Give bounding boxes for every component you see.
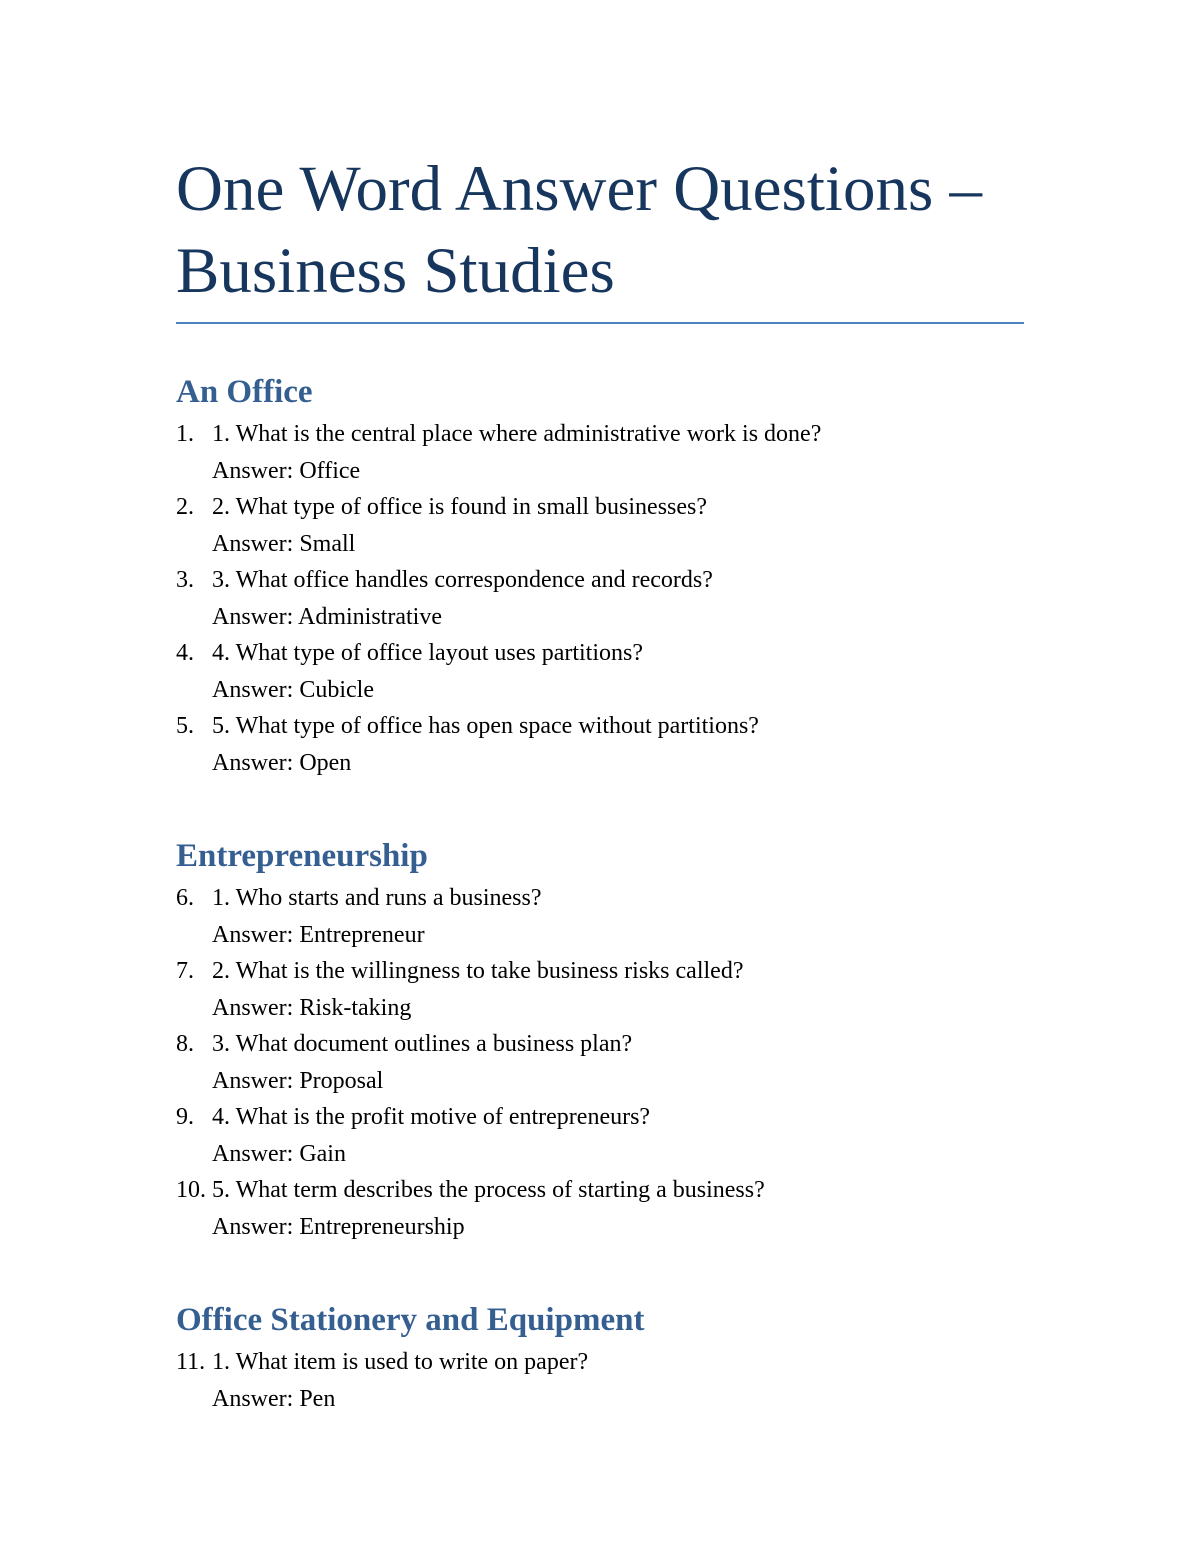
item-number: 5.: [176, 713, 194, 739]
list-item: [176, 1026, 1024, 1099]
question-text: 1. What is the central place where administrative work is done?: [212, 421, 822, 447]
answer-text: Answer: Gain: [212, 1140, 346, 1167]
item-number: 8.: [176, 1031, 194, 1057]
section: [176, 836, 1024, 1245]
item-number: 3.: [176, 567, 194, 593]
question-list: [176, 1344, 1024, 1417]
item-number: 6.: [176, 885, 194, 911]
question-text: 5. What term describes the process of starting a business?: [212, 1177, 765, 1203]
list-item: [176, 708, 1024, 781]
answer-text: Answer: Entrepreneur: [212, 921, 425, 948]
document-title: One Word Answer Questions – Business Studies: [176, 153, 982, 307]
list-item: [176, 562, 1024, 635]
question-text: 1. What item is used to write on paper?: [212, 1349, 589, 1375]
answer-text: Answer: Risk-taking: [212, 994, 412, 1021]
section-heading: An Office: [176, 374, 313, 410]
item-number: 10.: [176, 1177, 206, 1203]
answer-text: Answer: Office: [212, 457, 361, 484]
answer-text: Answer: Pen: [212, 1385, 336, 1412]
question-text: 2. What type of office is found in small businesses?: [212, 494, 708, 520]
list-item: [176, 635, 1024, 708]
list-item: [176, 953, 1024, 1026]
question-text: 5. What type of office has open space without partitions?: [212, 713, 759, 739]
item-number: 7.: [176, 958, 194, 984]
item-number: 2.: [176, 494, 194, 520]
section-heading: Entrepreneurship: [176, 838, 428, 874]
question-text: 3. What office handles correspondence and records?: [212, 567, 713, 593]
sections-container: [176, 372, 1024, 1417]
title-divider: [176, 322, 1024, 324]
section: [176, 1300, 1024, 1417]
item-number: 11.: [176, 1349, 206, 1375]
question-text: 4. What is the profit motive of entrepreneurs?: [212, 1104, 651, 1130]
answer-text: Answer: Proposal: [212, 1067, 384, 1094]
list-item: [176, 416, 1024, 489]
question-text: 4. What type of office layout uses partitions?: [212, 640, 644, 666]
question-text: 1. Who starts and runs a business?: [212, 885, 542, 911]
section-heading: Office Stationery and Equipment: [176, 1302, 645, 1338]
list-item: [176, 1344, 1024, 1417]
question-list: [176, 416, 1024, 781]
answer-text: Answer: Open: [212, 749, 352, 776]
list-item: [176, 489, 1024, 562]
answer-text: Answer: Entrepreneurship: [212, 1213, 465, 1240]
question-text: 2. What is the willingness to take business risks called?: [212, 958, 744, 984]
question-list: [176, 880, 1024, 1245]
item-number: 9.: [176, 1104, 194, 1130]
item-number: 1.: [176, 421, 194, 447]
list-item: [176, 880, 1024, 953]
section: [176, 372, 1024, 781]
answer-text: Answer: Small: [212, 530, 356, 557]
list-item: [176, 1172, 1024, 1245]
list-item: [176, 1099, 1024, 1172]
question-text: 3. What document outlines a business plan?: [212, 1031, 633, 1057]
item-number: 4.: [176, 640, 194, 666]
answer-text: Answer: Administrative: [212, 603, 442, 630]
answer-text: Answer: Cubicle: [212, 676, 374, 703]
